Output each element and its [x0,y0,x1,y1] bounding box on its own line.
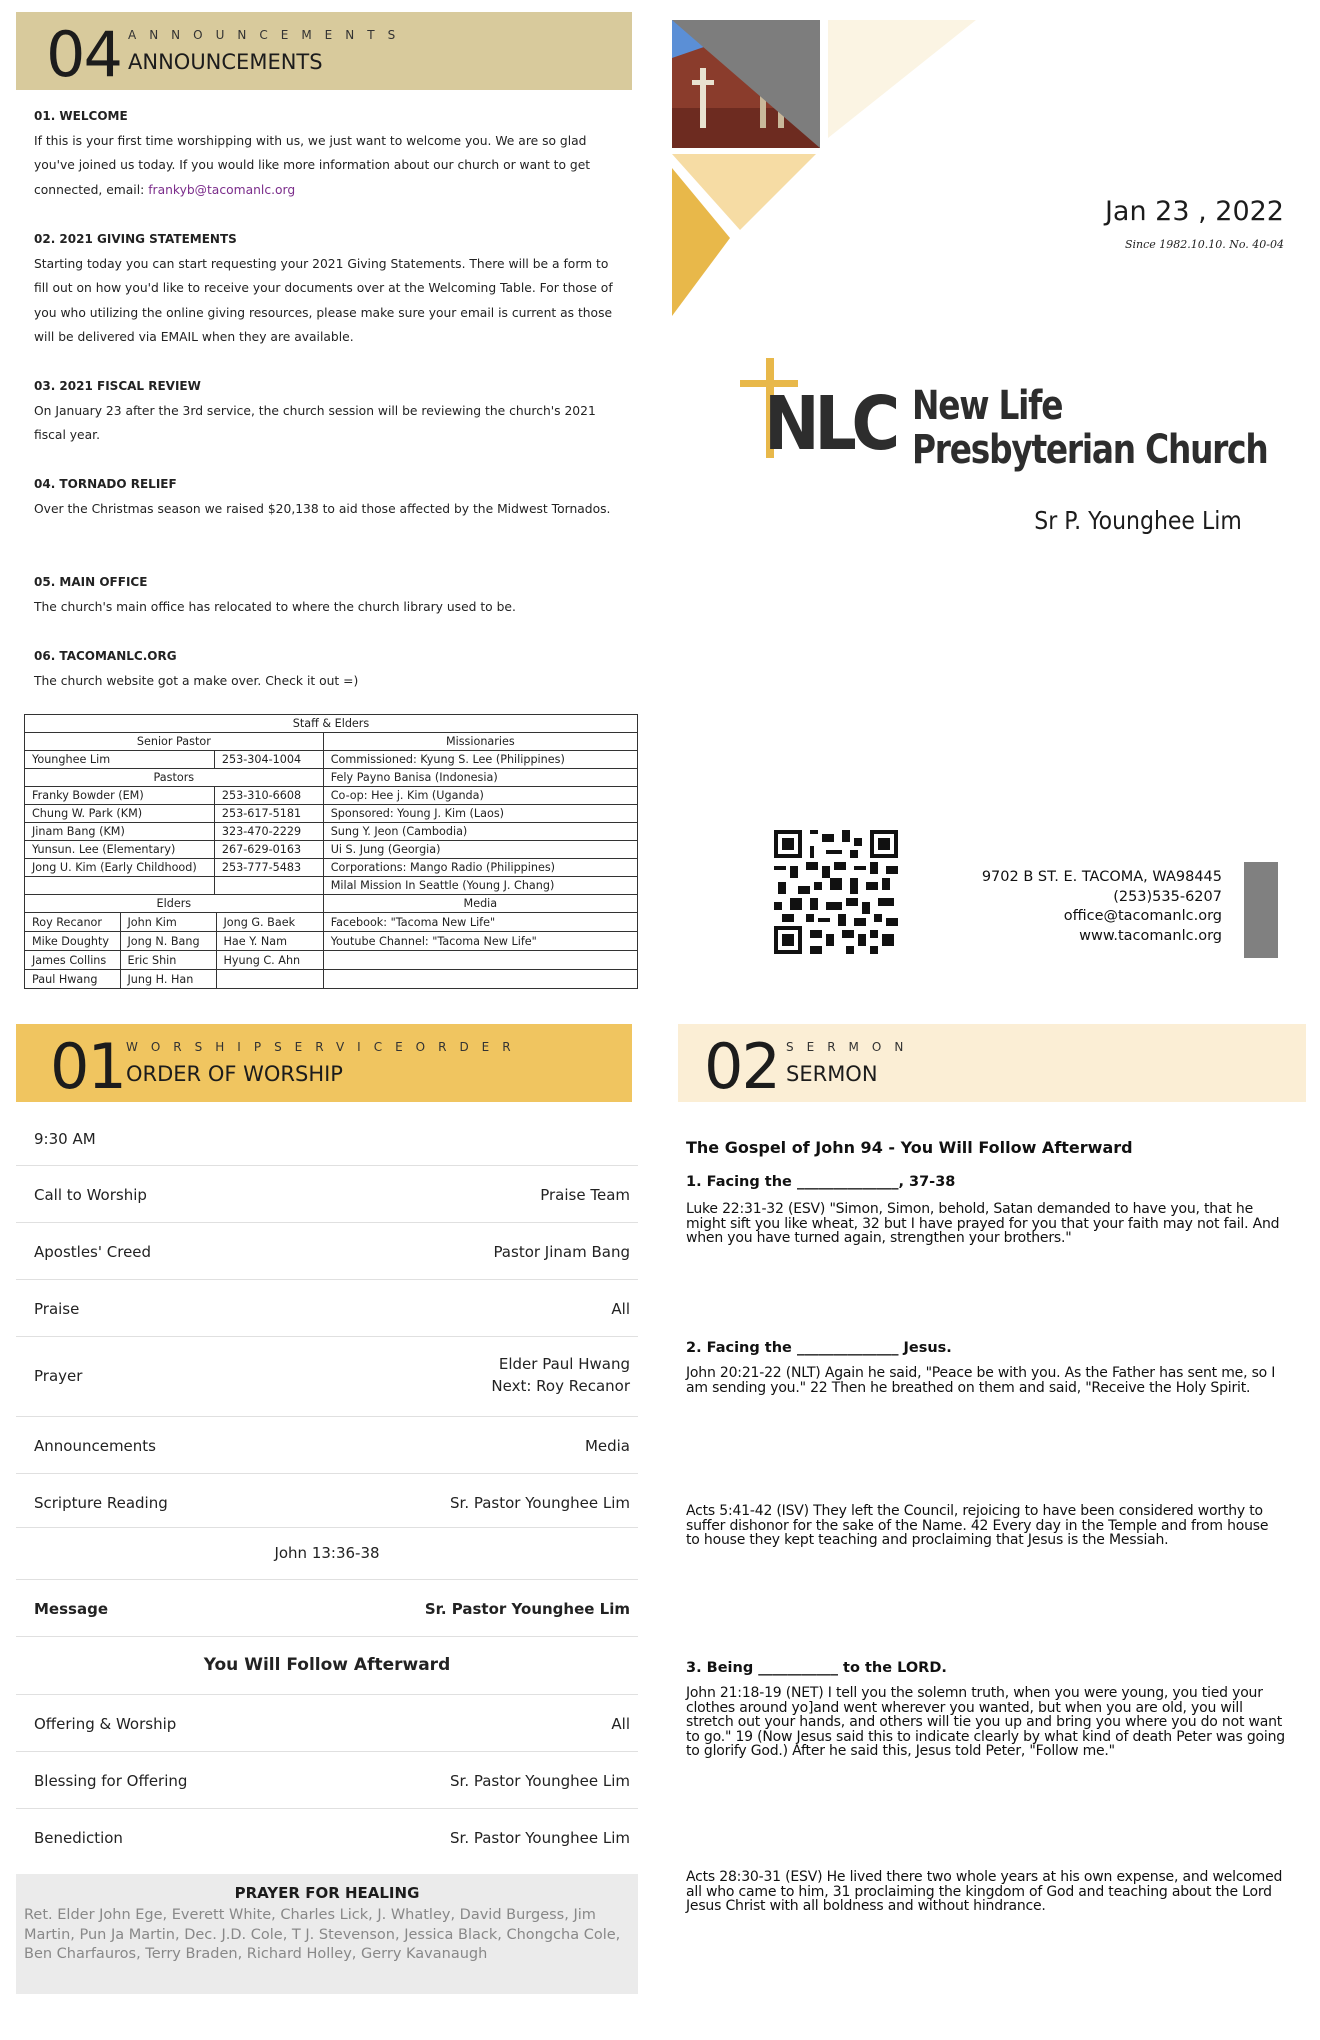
elder-name [216,970,323,988]
worship-item-label: Announcements [34,1437,156,1455]
elder-name: Hae Y. Nam [223,934,288,948]
announcement-heading: 04. TORNADO RELIEF [34,477,177,491]
worship-item-leader: Media [584,1437,630,1455]
media-item: Youtube Channel: "Tacoma New Life" [323,932,637,951]
announcements-header [16,12,632,90]
staff-phone: 253-617-5181 [214,805,323,823]
church-address: 9702 B ST. E. TACOMA, WA98445 [981,869,1222,885]
staff-name: Younghee Lim [25,751,215,769]
worship-item-leader: Sr. Pastor Younghee Lim [450,1772,630,1790]
elder-name: Jong N. Bang [120,932,216,950]
bulletin-since: Since 1982.10.10. No. 40-04 [1124,238,1284,251]
announcement-heading: 01. WELCOME [34,109,128,123]
announcement-fiscal [34,374,624,448]
church-logo [740,358,910,470]
worship-item [16,1695,638,1752]
sermon-title: You Will Follow Afterward [203,1655,451,1675]
worship-item-leader: Pastor Jinam Bang [493,1243,630,1261]
worship-item-label: Praise [34,1300,80,1318]
worship-item [16,1474,638,1528]
email-link[interactable]: frankyb@tacomanlc.org [148,182,296,197]
qr-code-icon[interactable] [774,830,898,954]
church-phone: (253)535-6207 [1113,888,1222,905]
elder-name: Roy Recanor [25,913,120,931]
section-spaced-title: ANNOUNCEMENTS [128,28,409,42]
missionary: Sponsored: Young J. Kim (Laos) [323,805,637,823]
staff-name: Jinam Bang (KM) [25,823,215,841]
worship-item-label: Call to Worship [34,1186,147,1204]
scripture-row [16,1528,638,1580]
media-header: Media [323,895,637,913]
church-email[interactable]: office@tacomanlc.org [1063,908,1222,924]
section-spaced-title: WORSHIPSERVICEORDER [126,1040,524,1054]
announcement-text: Over the Christmas season we raised $20,138 to aid those affected by the Midwest Tornados. [34,501,611,516]
sermon-passage: Luke 22:31-32 (ESV) "Simon, Simon, behold, Satan demanded to have you, that he might sift you like wheat, 32 but I have prayed for you that your faith may not fail. And when you have turned again, strengthen your brothers." [686,1201,1280,1246]
missionary: Ui S. Jung (Georgia) [323,841,637,859]
gray-side-bar [1244,862,1278,958]
worship-item-label: Benediction [34,1829,123,1847]
section-number: 02 [704,1030,779,1103]
staff-name: Jong U. Kim (Early Childhood) [25,859,215,877]
staff-name: Franky Bowder (EM) [25,787,215,805]
senior-pastor-name: Sr P. Younghee Lim [1034,506,1242,535]
elders-header: Elders [25,895,324,913]
worship-item-leader: All [611,1715,630,1733]
staff-phone: 323-470-2229 [214,823,323,841]
announcement-tornado [34,472,624,521]
announcement-heading: 06. TACOMANLC.ORG [34,649,177,663]
pastors-header: Pastors [25,769,324,787]
elder-name: Hyung C. Ahn [223,953,301,967]
staff-title: Staff & Elders [25,715,638,733]
worship-item [16,1166,638,1223]
senior-pastor-header: Senior Pastor [25,733,324,751]
sermon-passage: Acts 5:41-42 (ISV) They left the Council, rejoicing to have been considered worthy to suffer dishonor for the sake of the Name. 42 Every day in the Temple and from house to house they kept teaching and proclaiming that Jesus is the Messiah. [686,1503,1269,1548]
worship-item-leader: Elder Paul Hwang [498,1355,630,1373]
elder-name: Mike Doughty [25,932,120,950]
sermon-passage: Acts 28:30-31 (ESV) He lived there two whole years at his own expense, and welcomed all who came to him, 31 proclaiming the kingdom of God and teaching about the Lord Jesus Christ with all boldness and without hindrance. [686,1869,1283,1914]
missionary: Co-op: Hee j. Kim (Uganda) [323,787,637,805]
sermon-passage: John 20:21-22 (NLT) Again he said, "Peace be with you. As the Father has sent me, so I am sending you." 22 Then he breathed on them and said, "Receive the Holy Spirit. [686,1365,1276,1396]
logo-letters: NLC [764,381,895,467]
worship-item-leader: Sr. Pastor Younghee Lim [450,1829,630,1847]
worship-item [16,1752,638,1809]
worship-item [16,1417,638,1474]
worship-item [16,1809,638,1866]
worship-item-label: Message [34,1600,108,1618]
staff-name: Chung W. Park (KM) [25,805,215,823]
worship-item-leader: Praise Team [540,1186,630,1204]
announcement-website [34,644,624,693]
worship-item [16,1280,638,1337]
worship-item-label: Scripture Reading [34,1494,168,1512]
media-item: Facebook: "Tacoma New Life" [323,913,637,932]
worship-item [16,1337,638,1417]
staff-phone: 253-304-1004 [214,751,323,769]
sermon-title-row [16,1637,638,1695]
section-spaced-title: SERMON [786,1040,917,1054]
missionary: Sung Y. Jeon (Cambodia) [323,823,637,841]
sermon-header [678,1024,1306,1102]
sermon-point: 1. Facing the ______________, 37-38 [686,1174,956,1190]
service-time: 9:30 AM [34,1130,96,1148]
announcement-giving [34,227,624,350]
sermon-point: 3. Being ___________ to the LORD. [686,1660,947,1676]
announcement-welcome [34,104,624,202]
prayer-names: Ret. Elder John Ege, Everett White, Charles Lick, J. Whatley, David Burgess, Jim Martin, Pun Ja Martin, Dec. J.D. Cole, T J. Stevenson, Jessica Black, Chongcha Cole, Ben Charfauros, Terry Braden, Richard Holley, Gerry Kavanaugh [24,1907,621,1962]
elder-name: Jung H. Han [120,970,216,988]
section-title: ANNOUNCEMENTS [128,50,323,74]
staff-phone: 253-777-5483 [214,859,323,877]
sermon-heading: The Gospel of John 94 - You Will Follow Afterward [686,1138,1133,1157]
worship-item-label: Blessing for Offering [34,1772,188,1790]
announcement-heading: 02. 2021 GIVING STATEMENTS [34,232,237,246]
announcement-office [34,570,624,619]
worship-item-leader: All [611,1300,630,1318]
missionary: Milal Mission In Seattle (Young J. Chang) [323,877,637,895]
worship-item-leader-next: Next: Roy Recanor [491,1377,630,1395]
worship-item-leader: Sr. Pastor Younghee Lim [450,1494,630,1512]
scripture-reference: John 13:36-38 [274,1544,380,1562]
staff-phone: 253-310-6608 [214,787,323,805]
missionary: Corporations: Mango Radio (Philippines) [323,859,637,877]
elder-name: Eric Shin [120,951,216,969]
announcement-text: On January 23 after the 3rd service, the church session will be reviewing the church's 2021 fiscal year. [34,403,596,442]
staff-table [24,714,638,989]
section-number: 04 [46,18,121,91]
announcement-text: Starting today you can start requesting your 2021 Giving Statements. There will be a form to fill out on how you'd like to receive your documents over at the Welcoming Table. For those of you who utilizing the online giving resources, please make sure your email is current as those will be delivered via EMAIL when they are available. [34,256,613,344]
worship-item [16,1223,638,1280]
elder-name: Jong G. Baek [223,915,296,929]
announcement-text: If this is your first time worshipping with us, we just want to welcome you. We are so glad you've joined us today. If you would like more information about our church or want to get connected, email: frankyb@tacomanlc.org [34,133,591,197]
staff-phone: 267-629-0163 [214,841,323,859]
section-number: 01 [50,1030,125,1103]
elder-name: John Kim [120,913,216,931]
prayer-title: PRAYER FOR HEALING [234,1884,420,1902]
elder-name: Paul Hwang [25,970,120,988]
worship-item-label: Offering & Worship [34,1715,177,1733]
announcement-heading: 05. MAIN OFFICE [34,575,148,589]
worship-item-leader: Sr. Pastor Younghee Lim [424,1600,630,1618]
bulletin-date: Jan 23 , 2022 [1104,196,1284,227]
section-title: ORDER OF WORSHIP [126,1062,343,1086]
church-contact [982,868,1222,946]
worship-item-label: Prayer [34,1367,83,1385]
staff-name: Yunsun. Lee (Elementary) [25,841,215,859]
worship-item-label: Apostles' Creed [34,1243,152,1261]
missionaries-header: Missionaries [323,733,637,751]
announcement-text: The church's main office has relocated to where the church library used to be. [34,599,516,614]
prayer-for-healing [16,1874,638,1994]
elder-name: James Collins [25,951,120,969]
section-title: SERMON [786,1062,878,1086]
announcement-text: The church website got a make over. Check it out =) [34,673,359,688]
worship-message-row [16,1580,638,1637]
cover-geometric-art [670,18,990,318]
worship-header [16,1024,632,1102]
announcement-heading: 03. 2021 FISCAL REVIEW [34,379,201,393]
sermon-point: 2. Facing the ______________ Jesus. [686,1340,952,1356]
church-name: New Life Presbyterian Church [912,383,1268,473]
sermon-passage: John 21:18-19 (NET) I tell you the solemn truth, when you were young, you tied your clothes around yo]and went wherever you wanted, but when you are old, you will stretch out your hands, and others will tie you up and bring you where you do not want to go." 19 (Now Jesus said this to indicate clearly by what kind of death Peter was going to glorify God.) After he said this, Jesus told Peter, "Follow me." [686,1685,1285,1759]
missionary: Fely Payno Banisa (Indonesia) [323,769,637,787]
worship-time-row [16,1114,638,1166]
church-website[interactable]: www.tacomanlc.org [1079,927,1222,944]
missionary: Commissioned: Kyung S. Lee (Philippines) [323,751,637,769]
